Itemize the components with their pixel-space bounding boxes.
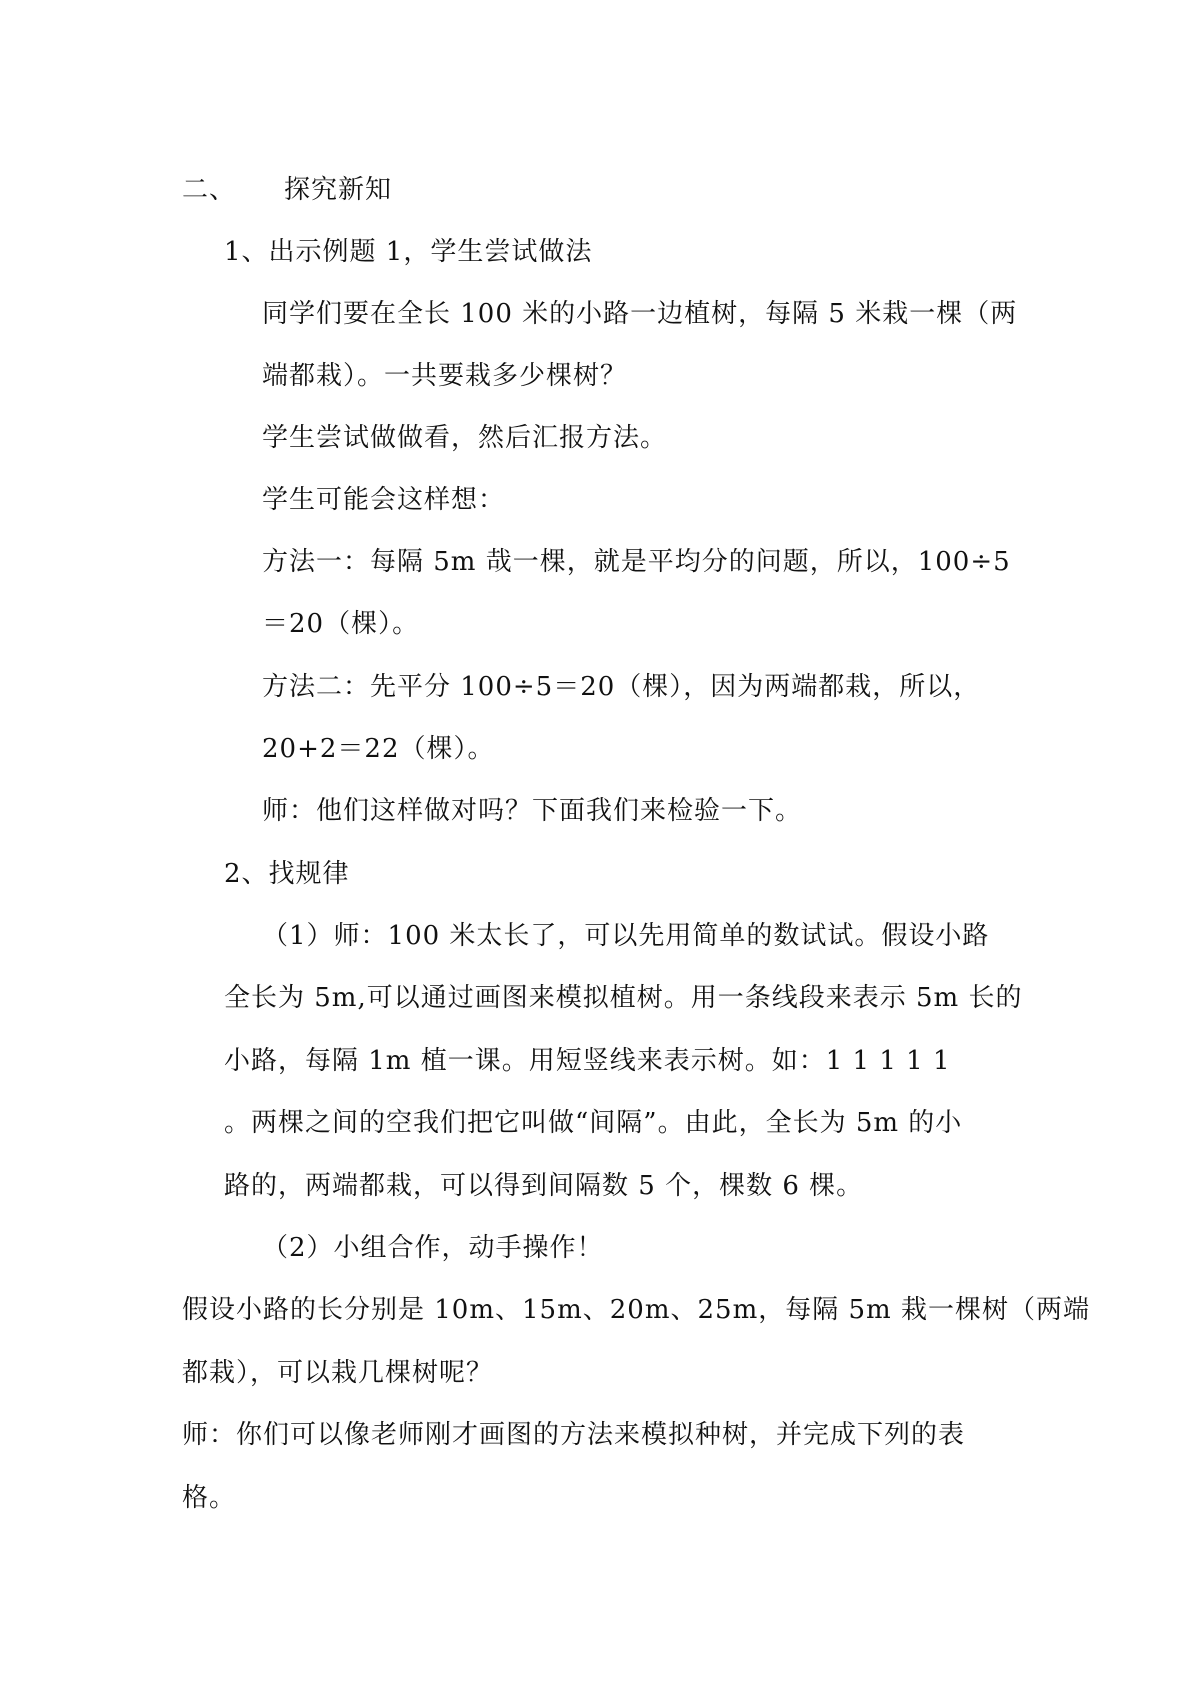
subheading-example-1: 1、出示例题 1，学生尝试做法 (224, 237, 593, 267)
section-heading (182, 173, 392, 207)
paragraph-line: 师：你们可以像老师刚才画图的方法来模拟种树，并完成下列的表 (182, 1420, 966, 1450)
paragraph-line: 全长为 5m,可以通过画图来模拟植树。用一条线段来表示 5m 长的 (224, 983, 1023, 1013)
paragraph-line: 格。 (182, 1483, 237, 1513)
paragraph-line: 。两棵之间的空我们把它叫做“间隔”。由此，全长为 5m 的小 (224, 1108, 963, 1138)
paragraph-line: 同学们要在全长 100 米的小路一边植树，每隔 5 米栽一棵（两 (262, 299, 1018, 329)
paragraph-line: 假设小路的长分别是 10m、15m、20m、25m，每隔 5m 栽一棵树（两端 (182, 1295, 1090, 1325)
paragraph-line: （2）小组合作，动手操作！ (262, 1233, 604, 1263)
subheading-find-pattern: 2、找规律 (224, 859, 350, 889)
section-title: 探究新知 (284, 175, 393, 205)
paragraph-line: 学生尝试做做看，然后汇报方法。 (262, 423, 668, 453)
paragraph-line: （1）师：100 米太长了，可以先用简单的数试试。假设小路 (262, 921, 990, 951)
paragraph-line: ＝20（棵）。 (262, 609, 420, 639)
section-number: 二、 (182, 175, 237, 205)
paragraph-line: 学生可能会这样想： (262, 485, 506, 515)
paragraph-line: 路的，两端都栽，可以得到间隔数 5 个，棵数 6 棵。 (224, 1171, 864, 1201)
paragraph-line: 都栽），可以栽几棵树呢？ (182, 1358, 494, 1388)
paragraph-line: 小路，每隔 1m 植一课。用短竖线来表示树。如：1 1 1 1 1 (224, 1046, 951, 1076)
paragraph-line: 方法一：每隔 5m 哉一棵，就是平均分的问题，所以，100÷5 (262, 547, 1011, 577)
paragraph-line: 方法二：先平分 100÷5＝20（棵），因为两端都栽，所以， (262, 672, 981, 702)
paragraph-line: 端都栽）。一共要栽多少棵树？ (262, 361, 628, 391)
paragraph-line: 20+2＝22（棵）。 (262, 734, 495, 764)
paragraph-line: 师：他们这样做对吗？下面我们来检验一下。 (262, 796, 803, 826)
